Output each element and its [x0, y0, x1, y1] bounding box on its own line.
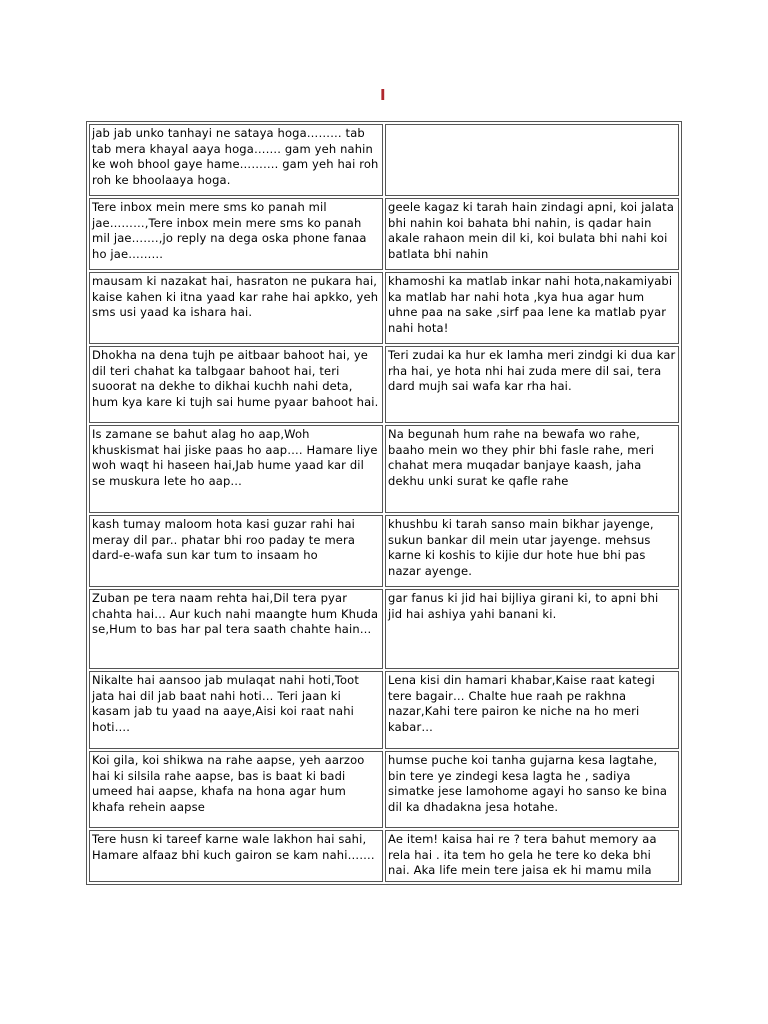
shayari-cell-right: khushbu ki tarah sanso main bikhar jayenge, sukun bankar dil mein utar jayenge. mehsus karne ki koshis to kijie dur hote hue bhi pas nazar ayenge.: [385, 515, 679, 587]
table-row: [89, 346, 679, 423]
shayari-cell-left: Is zamane se bahut alag ho aap,Woh khuskismat hai jiske paas ho aap…. Hamare liye woh waqt hi haseen hai,Jab hume yaad kar dil se muskura lete ho aap…: [89, 425, 383, 513]
table-row: [89, 589, 679, 669]
shayari-cell-right: Na begunah hum rahe na bewafa wo rahe, baaho mein wo they phir bhi fasle rahe, meri chahat mera muqadar banjaye kaash, jaha dekhu unki surat ke qafle rahe: [385, 425, 679, 513]
page-heading: I: [380, 86, 386, 104]
shayari-cell-left: Dhokha na dena tujh pe aitbaar bahoot hai, ye dil teri chahat ka talbgaar bahoot hai, teri suoorat na dekhe to dikhai kuchh nahi deta, hum kya kare ki tujh sai hume pyaar bahoot hai.: [89, 346, 383, 423]
shayari-cell-right: geele kagaz ki tarah hain zindagi apni, koi jalata bhi nahin koi bahata bhi nahin, is qadar hain akale rahaon mein dil ki, koi bulata bhi nahi koi batlata bhi nahin: [385, 198, 679, 270]
shayari-cell-left: mausam ki nazakat hai, hasraton ne pukara hai, kaise kahen ki itna yaad kar rahe hai apkko, yeh sms usi yaad ka ishara hai.: [89, 272, 383, 344]
shayari-table: [86, 121, 682, 885]
shayari-cell-left: Tere husn ki tareef karne wale lakhon hai sahi, Hamare alfaaz bhi kuch gairon se kam nahi…….: [89, 830, 383, 882]
table-row: [89, 671, 679, 749]
shayari-cell-left: jab jab unko tanhayi ne sataya hoga……… tab tab mera khayal aaya hoga……. gam yeh nahin ke woh bhool gaye hame………. gam yeh hai roh roh ke bhoolaaya hoga.: [89, 124, 383, 196]
shayari-cell-left: kash tumay maloom hota kasi guzar rahi hai meray dil par.. phatar bhi roo paday te mera dard-e-wafa sun kar tum to insaam ho: [89, 515, 383, 587]
shayari-cell-left: Zuban pe tera naam rehta hai,Dil tera pyar chahta hai… Aur kuch nahi maangte hum Khuda se,Hum to bas har pal tera saath chahte hain…: [89, 589, 383, 669]
table-row: [89, 272, 679, 344]
shayari-cell-right: gar fanus ki jid hai bijliya girani ki, to apni bhi jid hai ashiya yahi banani ki.: [385, 589, 679, 669]
shayari-cell-right: [385, 124, 679, 196]
table-row: [89, 198, 679, 270]
table-row: [89, 751, 679, 828]
shayari-cell-right: Teri zudai ka hur ek lamha meri zindgi ki dua kar rha hai, ye hota nhi hai zuda mere dil sai, tera dard mujh sai wafa kar rha hai.: [385, 346, 679, 423]
table-row: [89, 515, 679, 587]
table-row: [89, 124, 679, 196]
shayari-cell-right: Lena kisi din hamari khabar,Kaise raat kategi tere bagair… Chalte hue raah pe rakhna nazar,Kahi tere pairon ke niche na ho meri kabar…: [385, 671, 679, 749]
table-row: [89, 830, 679, 882]
shayari-cell-left: Nikalte hai aansoo jab mulaqat nahi hoti,Toot jata hai dil jab baat nahi hoti… Teri jaan ki kasam jab tu yaad na aaye,Aisi koi raat nahi hoti….: [89, 671, 383, 749]
table-row: [89, 425, 679, 513]
shayari-cell-left: Tere inbox mein mere sms ko panah mil jae………,Tere inbox mein mere sms ko panah mil jae…….,jo reply na dega oska phone fanaa ho jae………: [89, 198, 383, 270]
shayari-cell-right: khamoshi ka matlab inkar nahi hota,nakamiyabi ka matlab har nahi hota ,kya hua agar hum uhne paa na sake ,sirf paa lene ka matlab pyar nahi hota!: [385, 272, 679, 344]
shayari-cell-right: Ae item! kaisa hai re ? tera bahut memory aa rela hai . ita tem ho gela he tere ko deka bhi nai. Aka life mein tere jaisa ek hi mamu mila: [385, 830, 679, 882]
shayari-cell-left: Koi gila, koi shikwa na rahe aapse, yeh aarzoo hai ki silsila rahe aapse, bas is baat ki badi umeed hai aapse, khafa na hona agar hum khafa rehein aapse: [89, 751, 383, 828]
shayari-cell-right: humse puche koi tanha gujarna kesa lagtahe, bin tere ye zindegi kesa lagta he , sadiya simatke jese lamohome agayi ho sanso ke bina dil ka dhadakna jesa hotahe.: [385, 751, 679, 828]
